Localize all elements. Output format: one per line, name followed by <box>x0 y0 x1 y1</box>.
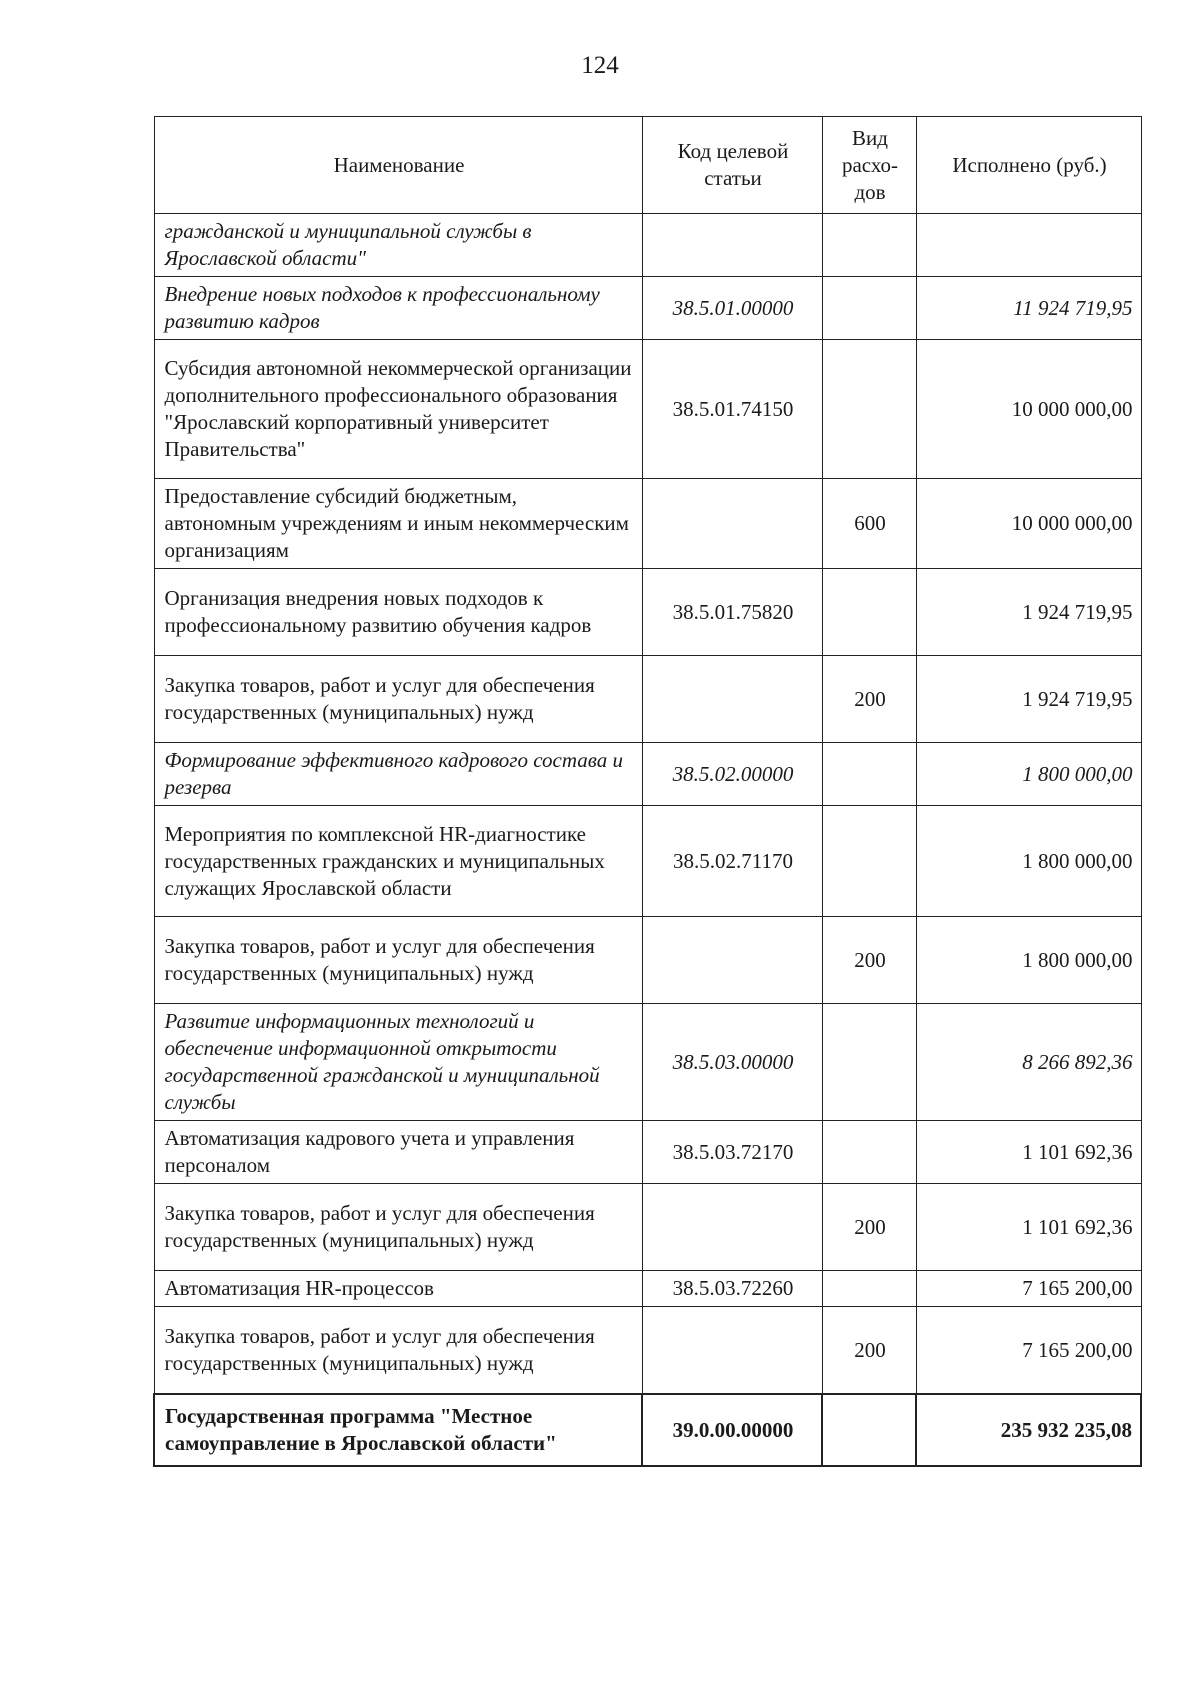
cell-amount: 1 924 719,95 <box>916 656 1141 743</box>
cell-code: 38.5.03.72170 <box>642 1121 822 1184</box>
header-amount: Исполнено (руб.) <box>916 117 1141 214</box>
cell-type <box>822 214 916 277</box>
cell-name: Автоматизация кадрового учета и управления персоналом <box>154 1121 642 1184</box>
table-row-total <box>154 1394 1141 1466</box>
cell-amount: 1 800 000,00 <box>916 917 1141 1004</box>
cell-name: Автоматизация HR-процессов <box>154 1271 642 1307</box>
cell-type <box>822 743 916 806</box>
header-code: Код целевой статьи <box>642 117 822 214</box>
cell-code: 38.5.01.74150 <box>642 340 822 479</box>
cell-name: Закупка товаров, работ и услуг для обеспечения государственных (муниципальных) нужд <box>154 917 642 1004</box>
cell-code: 38.5.02.00000 <box>642 743 822 806</box>
cell-amount: 7 165 200,00 <box>916 1271 1141 1307</box>
cell-type <box>822 569 916 656</box>
cell-amount: 10 000 000,00 <box>916 340 1141 479</box>
cell-code <box>642 1184 822 1271</box>
cell-name: Государственная программа "Местное самоуправление в Ярославской области" <box>154 1394 642 1466</box>
cell-name: Закупка товаров, работ и услуг для обеспечения государственных (муниципальных) нужд <box>154 656 642 743</box>
cell-name: Закупка товаров, работ и услуг для обеспечения государственных (муниципальных) нужд <box>154 1184 642 1271</box>
table-row <box>154 277 1141 340</box>
cell-type: 200 <box>822 1307 916 1395</box>
cell-name: Внедрение новых подходов к профессиональному развитию кадров <box>154 277 642 340</box>
cell-code: 38.5.02.71170 <box>642 806 822 917</box>
cell-amount: 8 266 892,36 <box>916 1004 1141 1121</box>
cell-code <box>642 917 822 1004</box>
cell-type: 200 <box>822 917 916 1004</box>
budget-table <box>153 116 1142 1467</box>
cell-amount: 1 101 692,36 <box>916 1184 1141 1271</box>
cell-code <box>642 1307 822 1395</box>
cell-code: 39.0.00.00000 <box>642 1394 822 1466</box>
cell-type <box>822 1271 916 1307</box>
cell-amount <box>916 214 1141 277</box>
cell-type: 200 <box>822 656 916 743</box>
table-row <box>154 214 1141 277</box>
cell-amount: 10 000 000,00 <box>916 479 1141 569</box>
cell-type <box>822 806 916 917</box>
table-body <box>154 214 1141 1467</box>
cell-name: Закупка товаров, работ и услуг для обеспечения государственных (муниципальных) нужд <box>154 1307 642 1395</box>
table-row <box>154 569 1141 656</box>
cell-code <box>642 214 822 277</box>
header-name: Наименование <box>154 117 642 214</box>
cell-name: Предоставление субсидий бюджетным, автономным учреждениям и иным некоммерческим организациям <box>154 479 642 569</box>
cell-amount: 1 800 000,00 <box>916 743 1141 806</box>
cell-amount: 7 165 200,00 <box>916 1307 1141 1395</box>
cell-code: 38.5.01.75820 <box>642 569 822 656</box>
cell-name: Мероприятия по комплексной HR-диагностике государственных гражданских и муниципальных служащих Ярославской области <box>154 806 642 917</box>
cell-amount: 1 800 000,00 <box>916 806 1141 917</box>
table-row <box>154 1271 1141 1307</box>
cell-type <box>822 1394 916 1466</box>
table-row <box>154 743 1141 806</box>
cell-type: 600 <box>822 479 916 569</box>
cell-name: гражданской и муниципальной службы в Ярославской области" <box>154 214 642 277</box>
cell-type <box>822 1004 916 1121</box>
cell-code: 38.5.01.00000 <box>642 277 822 340</box>
cell-name: Организация внедрения новых подходов к профессиональному развитию обучения кадров <box>154 569 642 656</box>
cell-name: Формирование эффективного кадрового состава и резерва <box>154 743 642 806</box>
cell-type <box>822 277 916 340</box>
cell-type: 200 <box>822 1184 916 1271</box>
page-number: 124 <box>581 52 619 79</box>
table-header <box>154 117 1141 214</box>
header-type: Вид расхо-дов <box>822 117 916 214</box>
table-row <box>154 1004 1141 1121</box>
table-row <box>154 1121 1141 1184</box>
cell-code: 38.5.03.72260 <box>642 1271 822 1307</box>
cell-code <box>642 656 822 743</box>
table-row <box>154 479 1141 569</box>
cell-amount: 235 932 235,08 <box>916 1394 1141 1466</box>
cell-name: Субсидия автономной некоммерческой организации дополнительного профессионального образования "Ярославский корпоративный университет Правительства" <box>154 340 642 479</box>
table-row <box>154 340 1141 479</box>
cell-code <box>642 479 822 569</box>
cell-type <box>822 1121 916 1184</box>
table-row <box>154 1307 1141 1395</box>
cell-code: 38.5.03.00000 <box>642 1004 822 1121</box>
cell-amount: 1 924 719,95 <box>916 569 1141 656</box>
table-row <box>154 656 1141 743</box>
cell-name: Развитие информационных технологий и обеспечение информационной открытости государственной гражданской и муниципальной службы <box>154 1004 642 1121</box>
table-row <box>154 806 1141 917</box>
cell-amount: 1 101 692,36 <box>916 1121 1141 1184</box>
cell-type <box>822 340 916 479</box>
cell-amount: 11 924 719,95 <box>916 277 1141 340</box>
table-row <box>154 917 1141 1004</box>
table-row <box>154 1184 1141 1271</box>
